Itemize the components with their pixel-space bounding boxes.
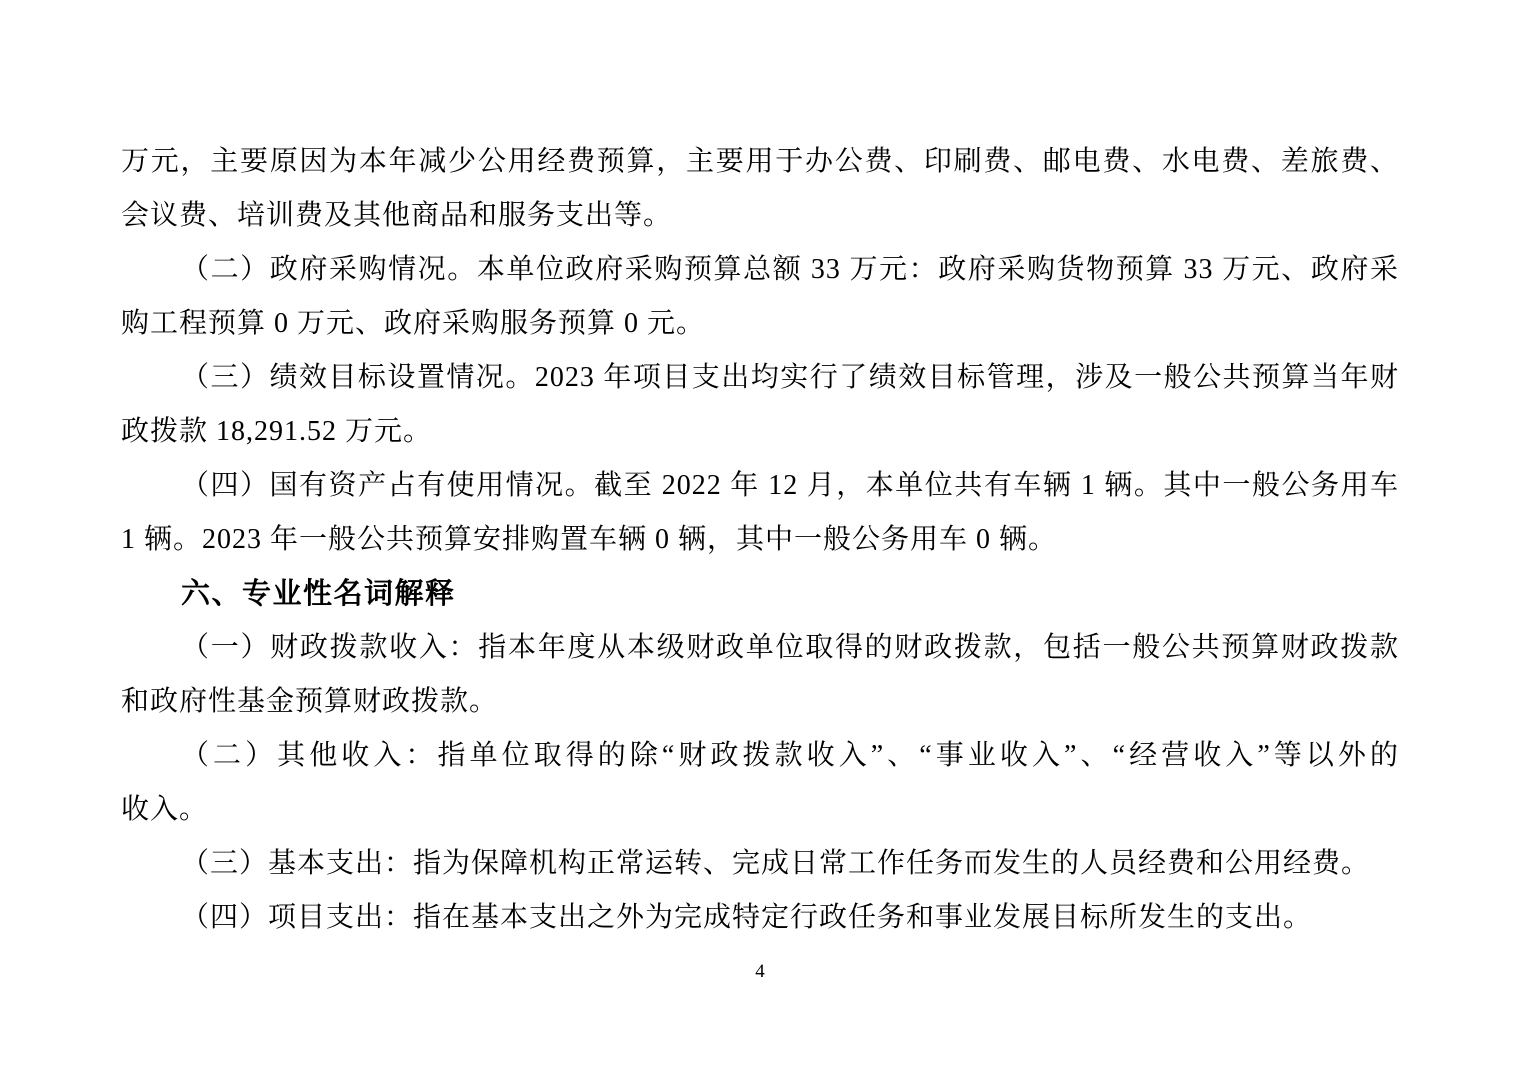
document-body [121, 135, 1399, 945]
paragraph-line: 政拨款 18,291.52 万元。 [121, 416, 433, 447]
page-number: 4 [755, 961, 765, 982]
paragraph-line: 收入。 [121, 794, 209, 825]
paragraph-line: （四）项目支出：指在基本支出之外为完成特定行政任务和事业发展目标所发生的支出。 [181, 902, 1313, 933]
paragraph-line: 万元，主要原因为本年减少公用经费预算，主要用于办公费、印刷费、邮电费、水电费、差旅费、 [121, 146, 1399, 177]
section-heading: 六、专业性名词解释 [181, 578, 456, 610]
paragraph-line: 会议费、培训费及其他商品和服务支出等。 [121, 200, 673, 231]
paragraph-line: （四）国有资产占有使用情况。截至 2022 年 12 月，本单位共有车辆 1 辆。其中一般公务用车 [181, 470, 1399, 501]
paragraph-line: （一）财政拨款收入：指本年度从本级财政单位取得的财政拨款，包括一般公共预算财政拨款 [181, 632, 1399, 663]
paragraph-line: （三）绩效目标设置情况。2023 年项目支出均实行了绩效目标管理，涉及一般公共预算当年财 [181, 362, 1399, 393]
paragraph-line: （二）其他收入：指单位取得的除“财政拨款收入”、“事业收入”、“经营收入”等以外的 [181, 740, 1399, 771]
paragraph-line: 和政府性基金预算财政拨款。 [121, 686, 499, 717]
paragraph-line: 1 辆。2023 年一般公共预算安排购置车辆 0 辆，其中一般公务用车 0 辆。 [121, 524, 1058, 555]
paragraph-line: 购工程预算 0 万元、政府采购服务预算 0 元。 [121, 308, 706, 339]
paragraph-line: （三）基本支出：指为保障机构正常运转、完成日常工作任务而发生的人员经费和公用经费。 [181, 848, 1371, 879]
paragraph-line: （二）政府采购情况。本单位政府采购预算总额 33 万元：政府采购货物预算 33 万元、政府采 [181, 254, 1399, 285]
